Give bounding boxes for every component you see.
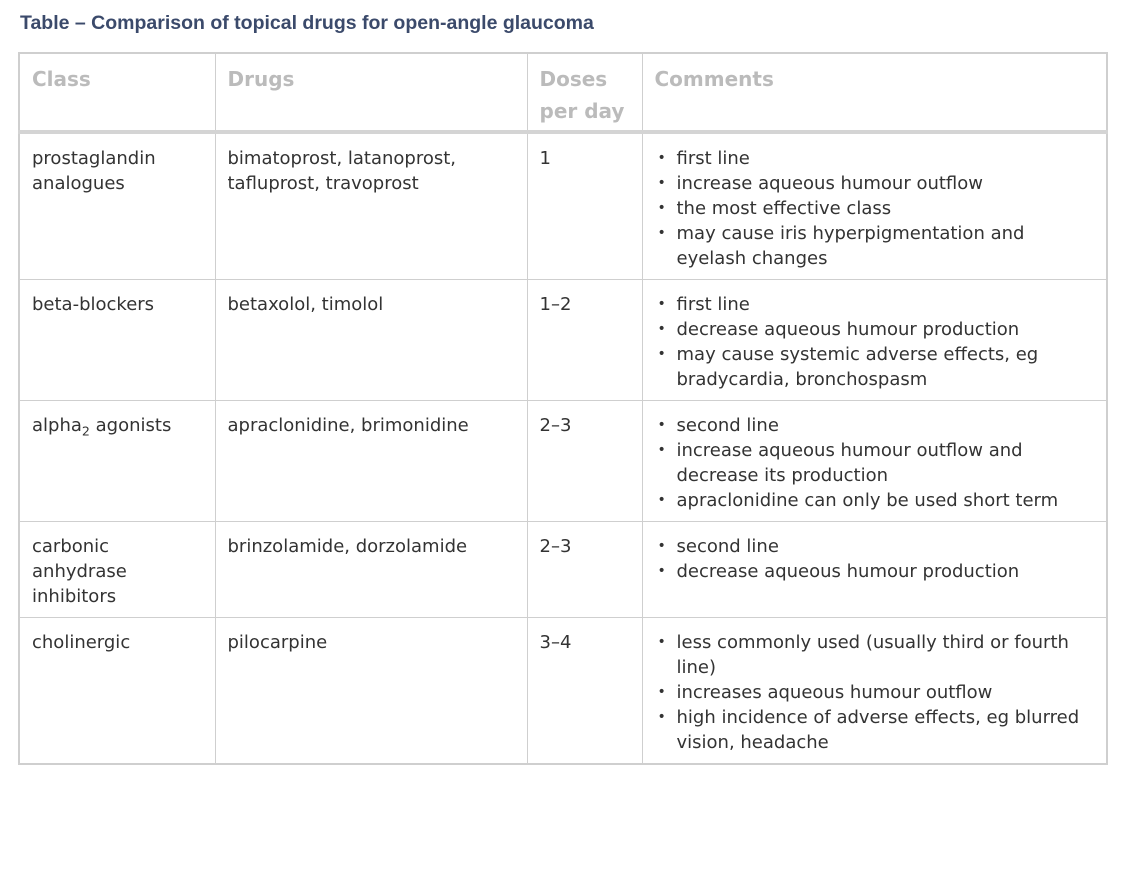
cell-class: cholinergic [19, 618, 215, 765]
comment-item: • increase aqueous humour outflow and decrease its production [677, 438, 1095, 488]
comment-item: • first line [677, 292, 1095, 317]
comment-item: • the most effective class [677, 196, 1095, 221]
table-row [19, 132, 1107, 280]
cell-drugs: brinzolamide, dorzolamide [215, 522, 527, 618]
comment-list [655, 413, 1095, 513]
header-comments: Comments [642, 53, 1107, 132]
drug-comparison-table [18, 52, 1108, 765]
header-drugs: Drugs [215, 53, 527, 132]
comment-item: • first line [677, 146, 1095, 171]
cell-comments [642, 401, 1107, 522]
comment-list [655, 146, 1095, 271]
comment-item: • second line [677, 413, 1095, 438]
comment-list [655, 292, 1095, 392]
table-row [19, 280, 1107, 401]
table-row [19, 618, 1107, 765]
comment-item: • decrease aqueous humour production [677, 317, 1095, 342]
cell-comments [642, 522, 1107, 618]
header-doses: Doses per day [527, 53, 642, 132]
cell-doses: 1 [527, 132, 642, 280]
comment-item: • increase aqueous humour outflow [677, 171, 1095, 196]
comment-list [655, 630, 1095, 755]
comment-item: • high incidence of adverse effects, eg blurred vision, headache [677, 705, 1095, 755]
comment-item: • may cause iris hyperpigmentation and eyelash changes [677, 221, 1095, 271]
cell-class: beta-blockers [19, 280, 215, 401]
comment-list [655, 534, 1095, 584]
table-row [19, 401, 1107, 522]
cell-doses: 3–4 [527, 618, 642, 765]
cell-drugs: bimatoprost, latanoprost, tafluprost, travoprost [215, 132, 527, 280]
table-row [19, 522, 1107, 618]
comment-item: • decrease aqueous humour production [677, 559, 1095, 584]
cell-comments [642, 618, 1107, 765]
comment-item: • apraclonidine can only be used short term [677, 488, 1095, 513]
header-row [19, 53, 1107, 132]
cell-drugs: betaxolol, timolol [215, 280, 527, 401]
cell-class: prostaglandin analogues [19, 132, 215, 280]
class-suffix: agonists [89, 415, 172, 436]
comment-item: • second line [677, 534, 1095, 559]
cell-doses: 2–3 [527, 522, 642, 618]
table-title: Table – Comparison of topical drugs for open-angle glaucoma [20, 12, 594, 34]
cell-drugs: pilocarpine [215, 618, 527, 765]
cell-class [19, 401, 215, 522]
cell-class: carbonic anhydrase inhibitors [19, 522, 215, 618]
comment-item: • less commonly used (usually third or fourth line) [677, 630, 1095, 680]
cell-comments [642, 280, 1107, 401]
class-subscript: 2 [81, 423, 90, 439]
comment-item: • increases aqueous humour outflow [677, 680, 1095, 705]
cell-doses: 1–2 [527, 280, 642, 401]
header-class: Class [19, 53, 215, 132]
cell-doses: 2–3 [527, 401, 642, 522]
cell-drugs: apraclonidine, brimonidine [215, 401, 527, 522]
class-text: alpha [32, 415, 82, 436]
cell-comments [642, 132, 1107, 280]
comment-item: • may cause systemic adverse effects, eg bradycardia, bronchospasm [677, 342, 1095, 392]
